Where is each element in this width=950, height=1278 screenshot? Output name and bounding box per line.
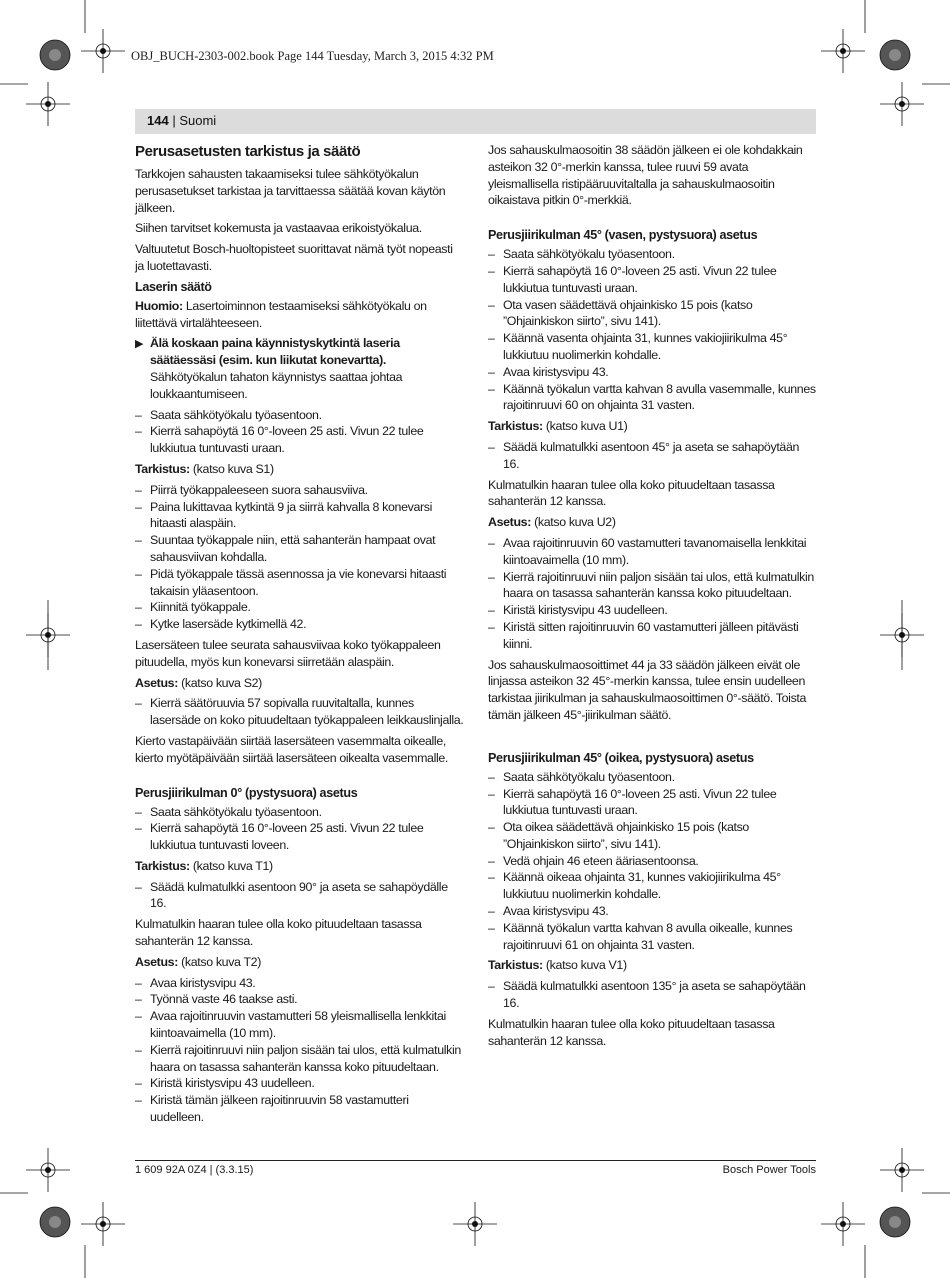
header-language: Suomi bbox=[179, 113, 217, 128]
list-item: – Avaa kiristysvipu 43. bbox=[135, 975, 464, 992]
registration-mark-bottom-right bbox=[880, 1207, 910, 1237]
list-item: – Käännä työkalun vartta kahvan 8 avulla vasemmalle, kunnes rajoitinruuvi 60 on ohjainta 31 vasten. bbox=[488, 381, 817, 415]
registration-mark-top-right bbox=[880, 40, 910, 70]
crosshair-mark bbox=[81, 29, 125, 73]
list-item: – Paina lukittavaa kytkintä 9 ja siirrä kahvalla 8 konevarsi hitaasti alaspäin. bbox=[135, 499, 464, 533]
intro-paragraph: Valtuutetut Bosch-huoltopisteet suorittavat nämä työt nopeasti ja luotettavasti. bbox=[135, 242, 453, 273]
page-header-band bbox=[135, 109, 816, 134]
laser-prep-list bbox=[135, 407, 464, 457]
list-item: – Kiristä sitten rajoitinruuvin 60 vastamutteri jälleen pitävästi kiinni. bbox=[488, 619, 817, 653]
list-item: – Käännä työkalun vartta kahvan 8 avulla oikealle, kunnes rajoitinruuvi 61 on ohjainta 31 vasten. bbox=[488, 920, 817, 954]
mitre-0-heading: Perusjiirikulman 0° (pystysuora) asetus bbox=[135, 785, 358, 800]
crosshair-mark bbox=[26, 1148, 70, 1192]
crosshair-mark bbox=[26, 82, 70, 126]
t2-list bbox=[135, 975, 464, 1126]
crosshair-mark bbox=[821, 1202, 865, 1246]
crosshair-mark bbox=[81, 1202, 125, 1246]
laser-result: Lasersäteen tulee seurata sahausviivaa koko työkappaleen pituudella, myös kun konevarsi siirretään alaspäin. bbox=[135, 637, 441, 669]
indicator-note: Jos sahauskulmaosoitin 38 säädön jälkeen ei ole kohdakkain asteikon 32 0°-merkin kanssa, tulee ruuvi 59 avata yleismallisella ristipääruuvitaltalla ja sahauskulmaosoitin oikaistava pitkin 0°-merkkiä. bbox=[488, 143, 803, 208]
list-item: – Kytke lasersäde kytkimellä 42. bbox=[135, 616, 464, 633]
check-label: Tarkistus: (katso kuva S1) bbox=[135, 461, 274, 476]
list-item: – Avaa rajoitinruuvin 60 vastamutteri tavanomaisella lenkkitai kiintoavaimella (10 mm). bbox=[488, 535, 817, 569]
laser-check-list bbox=[135, 482, 464, 633]
right-column bbox=[488, 142, 817, 1053]
laser-adjust-list bbox=[135, 695, 464, 729]
v1-list bbox=[488, 978, 817, 1012]
u2-note: Jos sahauskulmaosoittimet 44 ja 33 säädön jälkeen eivät ole linjassa asteikon 32 45°-merkin kanssa, tulee ensin uudelleen tarkistaa jiirikulman ja sahauskulmaosoittimen 0°-säätö. Toista tämän jälkeen 45°-jiirikulman säätö. bbox=[488, 657, 807, 722]
list-item: – Piirrä työkappaleeseen suora sahausviiva. bbox=[135, 482, 464, 499]
page-number: 144 bbox=[147, 113, 169, 128]
list-item: – Kierrä sahapöytä 16 0°-loveen 25 asti. Vivun 22 tulee lukkiutua tuntuvasti uraan. bbox=[488, 263, 817, 297]
t1-label: Tarkistus: (katso kuva T1) bbox=[135, 858, 273, 873]
list-item: – Saata sähkötyökalu työasentoon. bbox=[135, 804, 464, 821]
u1-label: Tarkistus: (katso kuva U1) bbox=[488, 419, 628, 434]
u1-list bbox=[488, 439, 817, 473]
list-item: – Ota oikea säädettävä ohjainkisko 15 pois (katso ”Ohjainkiskon siirto”, sivu 141). bbox=[488, 819, 817, 853]
rotation-note: Kierto vastapäivään siirtää lasersäteen vasemmalta oikealle, kierto myötäpäivään siirtää lasersäteen oikealta vasemmalle. bbox=[135, 733, 449, 765]
page-header bbox=[147, 113, 216, 128]
section-title: Perusasetusten tarkistus ja säätö bbox=[135, 143, 361, 160]
list-item: – Kierrä rajoitinruuvi niin paljon sisään tai ulos, että kulmatulkin haara on tasassa sahanterän kanssa koko pituudeltaan. bbox=[488, 569, 817, 603]
left-column bbox=[135, 142, 464, 1130]
list-item: – Kierrä sahapöytä 16 0°-loveen 25 asti. Vivun 22 tulee lukkiutua tuntuvasti loveen. bbox=[135, 820, 464, 854]
list-item: – Työnnä vaste 46 taakse asti. bbox=[135, 991, 464, 1008]
list-item: – Käännä oikeaa ohjainta 31, kunnes vakiojiirikulma 45° lukkiutuu nuolimerkin kohdalle. bbox=[488, 869, 817, 903]
intro-paragraph: Tarkkojen sahausten takaamiseksi tulee sähkötyökalun perusasetukset tarkistaa ja tarvittaessa säätää kovan käytön jälkeen. bbox=[135, 167, 446, 215]
mitre-45-right-prep-list bbox=[488, 769, 817, 954]
crosshair-mark bbox=[26, 613, 70, 657]
list-item: – Kiristä kiristysvipu 43 uudelleen. bbox=[135, 1075, 464, 1092]
footer-brand: Bosch Power Tools bbox=[722, 1164, 816, 1176]
print-slug: OBJ_BUCH-2303-002.book Page 144 Tuesday, March 3, 2015 4:32 PM bbox=[131, 49, 494, 63]
list-item: – Kiristä kiristysvipu 43 uudelleen. bbox=[488, 602, 817, 619]
mitre-45-right-heading: Perusjiirikulman 45° (oikea, pystysuora) asetus bbox=[488, 750, 754, 765]
footer-code: 1 609 92A 0Z4 | (3.3.15) bbox=[135, 1164, 254, 1176]
crosshair-mark bbox=[453, 1202, 497, 1246]
list-item: – Kierrä sahapöytä 16 0°-loveen 25 asti. Vivun 22 tulee lukkiutua tuntuvasti uraan. bbox=[488, 786, 817, 820]
list-item: – Saata sähkötyökalu työasentoon. bbox=[135, 407, 464, 424]
crosshair-mark bbox=[821, 29, 865, 73]
list-item: – Kiristä tämän jälkeen rajoitinruuvin 58 vastamutteri uudelleen. bbox=[135, 1092, 464, 1126]
list-item: – Pidä työkappale tässä asennossa ja vie konevarsi hitaasti takaisin yläasentoon. bbox=[135, 566, 464, 600]
list-item: – Suuntaa työkappale niin, että sahanterän hampaat ovat sahausviivan kohdalla. bbox=[135, 532, 464, 566]
laser-heading: Laserin säätö bbox=[135, 279, 212, 294]
t1-list bbox=[135, 879, 464, 913]
list-item: – Ota vasen säädettävä ohjainkisko 15 pois (katso ”Ohjainkiskon siirto”, sivu 141). bbox=[488, 297, 817, 331]
crosshair-mark bbox=[880, 613, 924, 657]
warning-triangle-icon: ▶ bbox=[135, 338, 144, 351]
intro-paragraph: Siihen tarvitset kokemusta ja vastaavaa erikoistyökalua. bbox=[135, 221, 422, 236]
list-item: – Säädä kulmatulkki asentoon 90° ja aseta se sahapöydälle 16. bbox=[135, 879, 464, 913]
list-item: – Vedä ohjain 46 eteen ääriasentoonsa. bbox=[488, 853, 817, 870]
crosshair-mark bbox=[880, 82, 924, 126]
mitre-45-left-prep-list bbox=[488, 246, 817, 414]
list-item: – Kierrä sahapöytä 16 0°-loveen 25 asti. Vivun 22 tulee lukkiutua tuntuvasti uraan. bbox=[135, 423, 464, 457]
list-item: – Kiinnitä työkappale. bbox=[135, 599, 464, 616]
footer-rule bbox=[135, 1160, 816, 1161]
header-separator: | bbox=[168, 113, 180, 128]
u1-result: Kulmatulkin haaran tulee olla koko pituudeltaan tasassa sahanterän 12 kanssa. bbox=[488, 477, 775, 509]
list-item: – Avaa kiristysvipu 43. bbox=[488, 903, 817, 920]
v1-result: Kulmatulkin haaran tulee olla koko pituudeltaan tasassa sahanterän 12 kanssa. bbox=[488, 1016, 775, 1048]
registration-mark-bottom-left bbox=[40, 1207, 70, 1237]
warning-paragraph: ▶ Älä koskaan paina käynnistyskytkintä laseria säätäessäsi (esim. kun liikutat konevartta). Sähkötyökalun tahaton käynnistys saattaa johtaa loukkaantumiseen. bbox=[135, 336, 403, 401]
note-paragraph: Huomio: Lasertoiminnon testaamiseksi sähkötyökalu on liitettävä virtalähteeseen. bbox=[135, 298, 427, 330]
list-item: – Kierrä rajoitinruuvi niin paljon sisään tai ulos, että kulmatulkin haara on tasassa sahanterän kanssa koko pituudeltaan. bbox=[135, 1042, 464, 1076]
list-item: – Säädä kulmatulkki asentoon 45° ja aseta se sahapöytään 16. bbox=[488, 439, 817, 473]
v1-label: Tarkistus: (katso kuva V1) bbox=[488, 958, 627, 973]
t2-label: Asetus: (katso kuva T2) bbox=[135, 954, 262, 969]
list-item: – Saata sähkötyökalu työasentoon. bbox=[488, 246, 817, 263]
list-item: – Saata sähkötyökalu työasentoon. bbox=[488, 769, 817, 786]
mitre-45-left-heading: Perusjiirikulman 45° (vasen, pystysuora) asetus bbox=[488, 228, 758, 243]
list-item: – Kierrä säätöruuvia 57 sopivalla ruuvitaltalla, kunnes lasersäde on koko pituudeltaan työkappaleen leikkauslinjalla. bbox=[135, 695, 464, 729]
adjust-label: Asetus: (katso kuva S2) bbox=[135, 675, 262, 690]
list-item: – Avaa rajoitinruuvin vastamutteri 58 yleismallisella lenkkitai kiintoavaimella (10 mm). bbox=[135, 1008, 464, 1042]
registration-mark-top-left bbox=[40, 40, 70, 70]
crosshair-mark bbox=[880, 1148, 924, 1192]
list-item: – Käännä vasenta ohjainta 31, kunnes vakiojiirikulma 45° lukkiutuu nuolimerkin kohdalle. bbox=[488, 330, 817, 364]
u2-label: Asetus: (katso kuva U2) bbox=[488, 515, 616, 530]
mitre-0-prep-list bbox=[135, 804, 464, 854]
list-item: – Säädä kulmatulkki asentoon 135° ja aseta se sahapöytään 16. bbox=[488, 978, 817, 1012]
list-item: – Avaa kiristysvipu 43. bbox=[488, 364, 817, 381]
u2-list bbox=[488, 535, 817, 653]
t1-result: Kulmatulkin haaran tulee olla koko pituudeltaan tasassa sahanterän 12 kanssa. bbox=[135, 917, 422, 949]
